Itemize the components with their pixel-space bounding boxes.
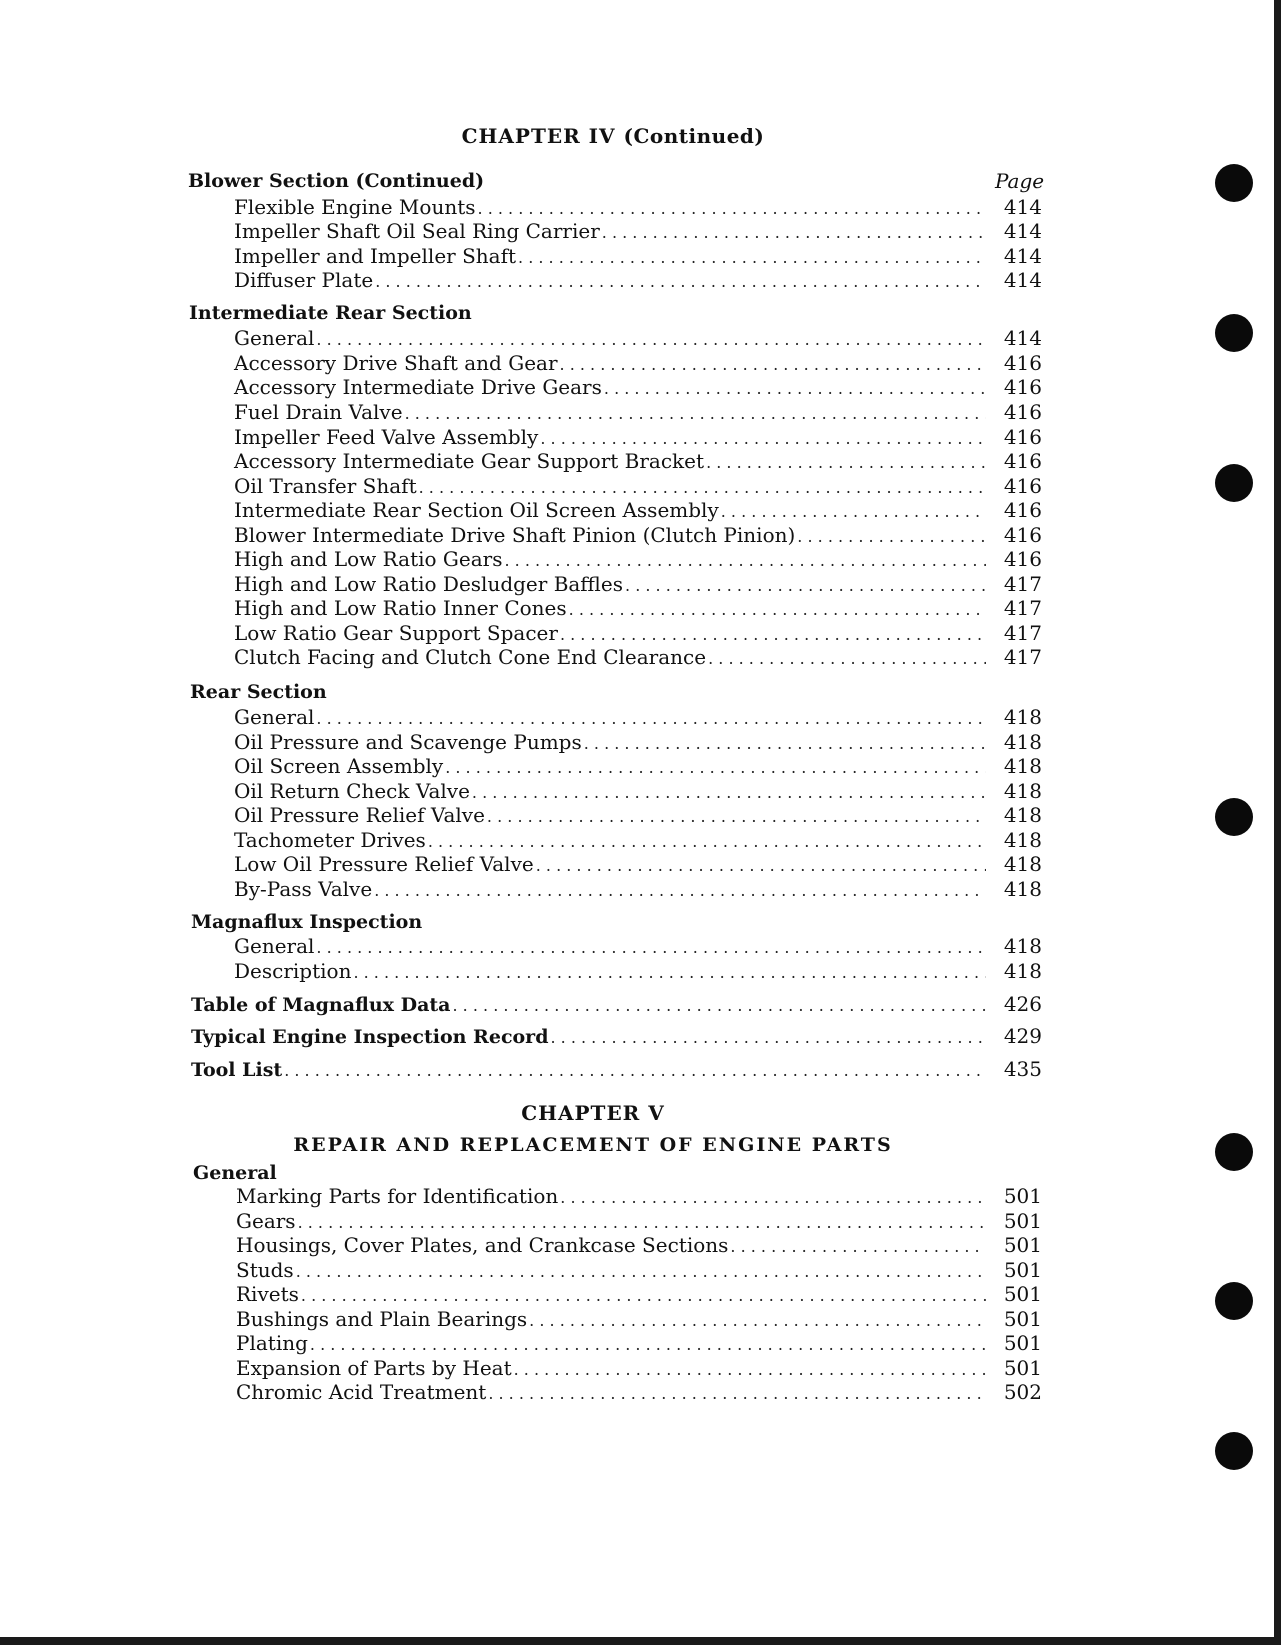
toc-entry[interactable] (234, 326, 1042, 351)
binder-hole (1215, 464, 1253, 502)
toc-entry-label: Housings, Cover Plates, and Crankcase Sections (236, 1233, 729, 1257)
dot-leader (540, 429, 986, 448)
dot-leader (445, 758, 986, 777)
toc-entry-label: High and Low Ratio Desludger Baffles (234, 572, 624, 596)
toc-entry-label: Fuel Drain Valve (234, 400, 403, 424)
toc-entry-page: 416 (1003, 498, 1042, 522)
toc-entry[interactable] (234, 934, 1042, 959)
toc-entry-page: 414 (1003, 195, 1042, 219)
toc-entry[interactable] (236, 1258, 1042, 1283)
toc-entry-label: Description (234, 959, 352, 983)
toc-entry[interactable] (234, 828, 1042, 853)
dot-leader (504, 551, 986, 570)
dot-leader (706, 453, 986, 472)
dot-leader (284, 1061, 986, 1080)
section-title-rear: Rear Section (190, 681, 327, 703)
toc-entry-page: 501 (1003, 1307, 1042, 1331)
toc-entry-page: 435 (1003, 1057, 1042, 1081)
dot-leader (569, 600, 986, 619)
toc-entry-page: 418 (1003, 705, 1042, 729)
toc-entry-page: 501 (1003, 1258, 1042, 1282)
dot-leader (721, 502, 986, 521)
dot-leader (488, 1384, 986, 1403)
toc-entry-page: 418 (1003, 852, 1042, 876)
toc-entry-label: Accessory Intermediate Drive Gears (234, 375, 602, 399)
toc-entry-label: Oil Transfer Shaft (234, 474, 417, 498)
toc-entry-label: Tachometer Drives (234, 828, 426, 852)
toc-entry-label: Impeller Shaft Oil Seal Ring Carrier (234, 219, 600, 243)
toc-entry-label: Marking Parts for Identification (236, 1184, 559, 1208)
toc-entry[interactable] (236, 1380, 1042, 1405)
chapter-title: CHAPTER IV (461, 124, 616, 148)
toc-entry[interactable] (236, 1209, 1042, 1234)
section-title-blower: Blower Section (Continued) (188, 170, 485, 192)
toc-entry-label: Diffuser Plate (234, 268, 374, 292)
toc-entry-page: 416 (1003, 474, 1042, 498)
dot-leader (310, 1335, 986, 1354)
toc-entry-page: 418 (1003, 730, 1042, 754)
dot-leader (625, 576, 986, 595)
dot-leader (405, 404, 986, 423)
toc-entry[interactable] (234, 754, 1042, 779)
toc-entry-page: 501 (1003, 1184, 1042, 1208)
dot-leader (584, 734, 986, 753)
toc-entry-page: 426 (1003, 992, 1042, 1016)
toc-entry[interactable] (234, 596, 1042, 621)
chapter-subtitle: REPAIR AND REPLACEMENT OF ENGINE PARTS (293, 1134, 893, 1156)
toc-entry[interactable] (234, 219, 1042, 244)
toc-entry[interactable] (234, 959, 1042, 984)
toc-entry[interactable] (234, 474, 1042, 499)
toc-entry-label: Plating (236, 1331, 308, 1355)
toc-entry-page: 429 (1003, 1024, 1042, 1048)
binder-hole (1215, 1432, 1253, 1470)
dot-leader (316, 709, 986, 728)
toc-entry-label: Blower Intermediate Drive Shaft Pinion (Clutch Pinion) (234, 523, 796, 547)
toc-entry-label: Accessory Intermediate Gear Support Bracket (234, 449, 705, 473)
toc-entry[interactable] (236, 1356, 1042, 1381)
dot-leader (428, 832, 986, 851)
toc-entry-page: 418 (1003, 877, 1042, 901)
toc-entry[interactable] (234, 195, 1042, 220)
toc-entry-page: 417 (1003, 596, 1042, 620)
dot-leader (487, 807, 986, 826)
toc-entry-page: 414 (1003, 268, 1042, 292)
dot-leader (560, 625, 986, 644)
toc-entry-page: 414 (1003, 326, 1042, 350)
dot-leader (374, 881, 986, 900)
toc-entry-label: Clutch Facing and Clutch Cone End Clearance (234, 645, 707, 669)
toc-entry-page: 416 (1003, 523, 1042, 547)
toc-entry[interactable] (234, 779, 1042, 804)
dot-leader (604, 379, 986, 398)
toc-entry-label: Table of Magnaflux Data (191, 994, 451, 1016)
dot-leader (518, 248, 986, 267)
dot-leader (478, 199, 986, 218)
dot-leader (375, 272, 986, 291)
chapter-heading (0, 124, 1226, 148)
toc-entry[interactable] (234, 425, 1042, 450)
toc-entry-page: 502 (1003, 1380, 1042, 1404)
toc-entry[interactable] (234, 498, 1042, 523)
toc-entry-page: 416 (1003, 400, 1042, 424)
toc-entry[interactable] (234, 705, 1042, 730)
toc-entry-page: 414 (1003, 219, 1042, 243)
toc-entry-page: 501 (1003, 1209, 1042, 1233)
toc-entry-label: General (234, 705, 315, 729)
toc-entry-label: Oil Pressure Relief Valve (234, 803, 485, 827)
binder-hole (1215, 798, 1253, 836)
toc-entry-page: 501 (1003, 1356, 1042, 1380)
toc-entry-label: Tool List (191, 1059, 283, 1081)
toc-entry-label: Bushings and Plain Bearings (236, 1307, 528, 1331)
dot-leader (453, 996, 987, 1015)
toc-entry[interactable] (234, 852, 1042, 877)
binder-hole (1215, 1133, 1253, 1171)
chapter-continued: (Continued) (623, 124, 765, 148)
toc-entry[interactable] (234, 268, 1042, 293)
dot-leader (529, 1311, 986, 1330)
dot-leader (602, 223, 986, 242)
page-column-label: Page (995, 169, 1045, 193)
toc-entry-label: High and Low Ratio Gears (234, 547, 503, 571)
dot-leader (560, 1188, 986, 1207)
toc-entry-page: 418 (1003, 828, 1042, 852)
toc-entry[interactable] (236, 1331, 1042, 1356)
toc-entry[interactable] (236, 1233, 1042, 1258)
toc-entry-label: Impeller Feed Valve Assembly (234, 425, 539, 449)
dot-leader (301, 1286, 986, 1305)
toc-entry[interactable] (234, 351, 1042, 376)
toc-entry-label: Chromic Acid Treatment (236, 1380, 487, 1404)
toc-entry-inspection-record[interactable] (191, 1024, 1042, 1049)
toc-entry-page: 418 (1003, 959, 1042, 983)
toc-entry-page: 416 (1003, 375, 1042, 399)
toc-entry-page: 417 (1003, 645, 1042, 669)
dot-leader (296, 1262, 986, 1281)
toc-entry[interactable] (234, 803, 1042, 828)
toc-entry-page: 418 (1003, 779, 1042, 803)
dot-leader (514, 1360, 986, 1379)
toc-entry[interactable] (234, 645, 1042, 670)
binder-hole (1215, 1282, 1253, 1320)
toc-entry[interactable] (234, 621, 1042, 646)
toc-entry-label: General (234, 326, 315, 350)
toc-entry-label: High and Low Ratio Inner Cones (234, 596, 567, 620)
toc-entry-page: 501 (1003, 1233, 1042, 1257)
binder-hole (1215, 314, 1253, 352)
toc-entry-label: Intermediate Rear Section Oil Screen Assembly (234, 498, 719, 522)
toc-entry[interactable] (234, 375, 1042, 400)
toc-entry-label: Oil Screen Assembly (234, 754, 444, 778)
toc-entry[interactable] (234, 730, 1042, 755)
toc-entry-page: 418 (1003, 934, 1042, 958)
toc-entry-label: Studs (236, 1258, 294, 1282)
toc-entry-label: Low Ratio Gear Support Spacer (234, 621, 558, 645)
dot-leader (708, 649, 986, 668)
dot-leader (353, 963, 986, 982)
binder-hole (1215, 164, 1253, 202)
toc-entry[interactable] (234, 400, 1042, 425)
toc-entry-page: 501 (1003, 1331, 1042, 1355)
chapter-heading (0, 1101, 1206, 1125)
toc-entry[interactable] (236, 1307, 1042, 1332)
toc-entry-magnaflux-data[interactable] (191, 992, 1042, 1017)
toc-entry-page: 414 (1003, 244, 1042, 268)
toc-entry-page: 418 (1003, 803, 1042, 827)
toc-entry[interactable] (234, 244, 1042, 269)
dot-leader (797, 527, 986, 546)
toc-entry[interactable] (234, 547, 1042, 572)
toc-entry-label: General (234, 934, 315, 958)
toc-entry-page: 418 (1003, 754, 1042, 778)
toc-entry-label: Rivets (236, 1282, 299, 1306)
chapter-title: CHAPTER V (521, 1101, 665, 1125)
toc-entry[interactable] (234, 572, 1042, 597)
toc-entry-label: Oil Return Check Valve (234, 779, 470, 803)
toc-entry-label: Impeller and Impeller Shaft (234, 244, 517, 268)
toc-entry-label: Expansion of Parts by Heat (236, 1356, 512, 1380)
dot-leader (560, 355, 986, 374)
toc-entry-page: 416 (1003, 425, 1042, 449)
dot-leader (536, 856, 986, 875)
toc-entry[interactable] (234, 877, 1042, 902)
section-title-magnaflux: Magnaflux Inspection (191, 911, 423, 933)
toc-entry[interactable] (236, 1282, 1042, 1307)
dot-leader (316, 330, 986, 349)
toc-entry-page: 417 (1003, 621, 1042, 645)
toc-entry-label: Flexible Engine Mounts (234, 195, 476, 219)
toc-entry[interactable] (234, 449, 1042, 474)
section-title-general: General (193, 1162, 277, 1184)
dot-leader (298, 1213, 986, 1232)
dot-leader (472, 783, 986, 802)
dot-leader (550, 1028, 986, 1047)
scan-edge-bottom (0, 1637, 1281, 1645)
toc-entry-label: Low Oil Pressure Relief Valve (234, 852, 534, 876)
toc-entry-label: Oil Pressure and Scavenge Pumps (234, 730, 582, 754)
toc-entry-tool-list[interactable] (191, 1057, 1042, 1082)
toc-entry-label: Gears (236, 1209, 296, 1233)
dot-leader (316, 938, 986, 957)
toc-entry-label: By-Pass Valve (234, 877, 373, 901)
toc-entry-page: 417 (1003, 572, 1042, 596)
toc-entry-page: 416 (1003, 547, 1042, 571)
toc-entry-label: Typical Engine Inspection Record (191, 1026, 549, 1048)
scan-edge-right (1274, 0, 1281, 1645)
dot-leader (419, 478, 986, 497)
toc-entry-page: 501 (1003, 1282, 1042, 1306)
toc-entry-page: 416 (1003, 351, 1042, 375)
toc-entry[interactable] (234, 523, 1042, 548)
dot-leader (730, 1237, 986, 1256)
toc-entry-page: 416 (1003, 449, 1042, 473)
toc-entry-label: Accessory Drive Shaft and Gear (234, 351, 558, 375)
section-title-intermediate: Intermediate Rear Section (189, 302, 472, 324)
toc-entry[interactable] (236, 1184, 1042, 1209)
